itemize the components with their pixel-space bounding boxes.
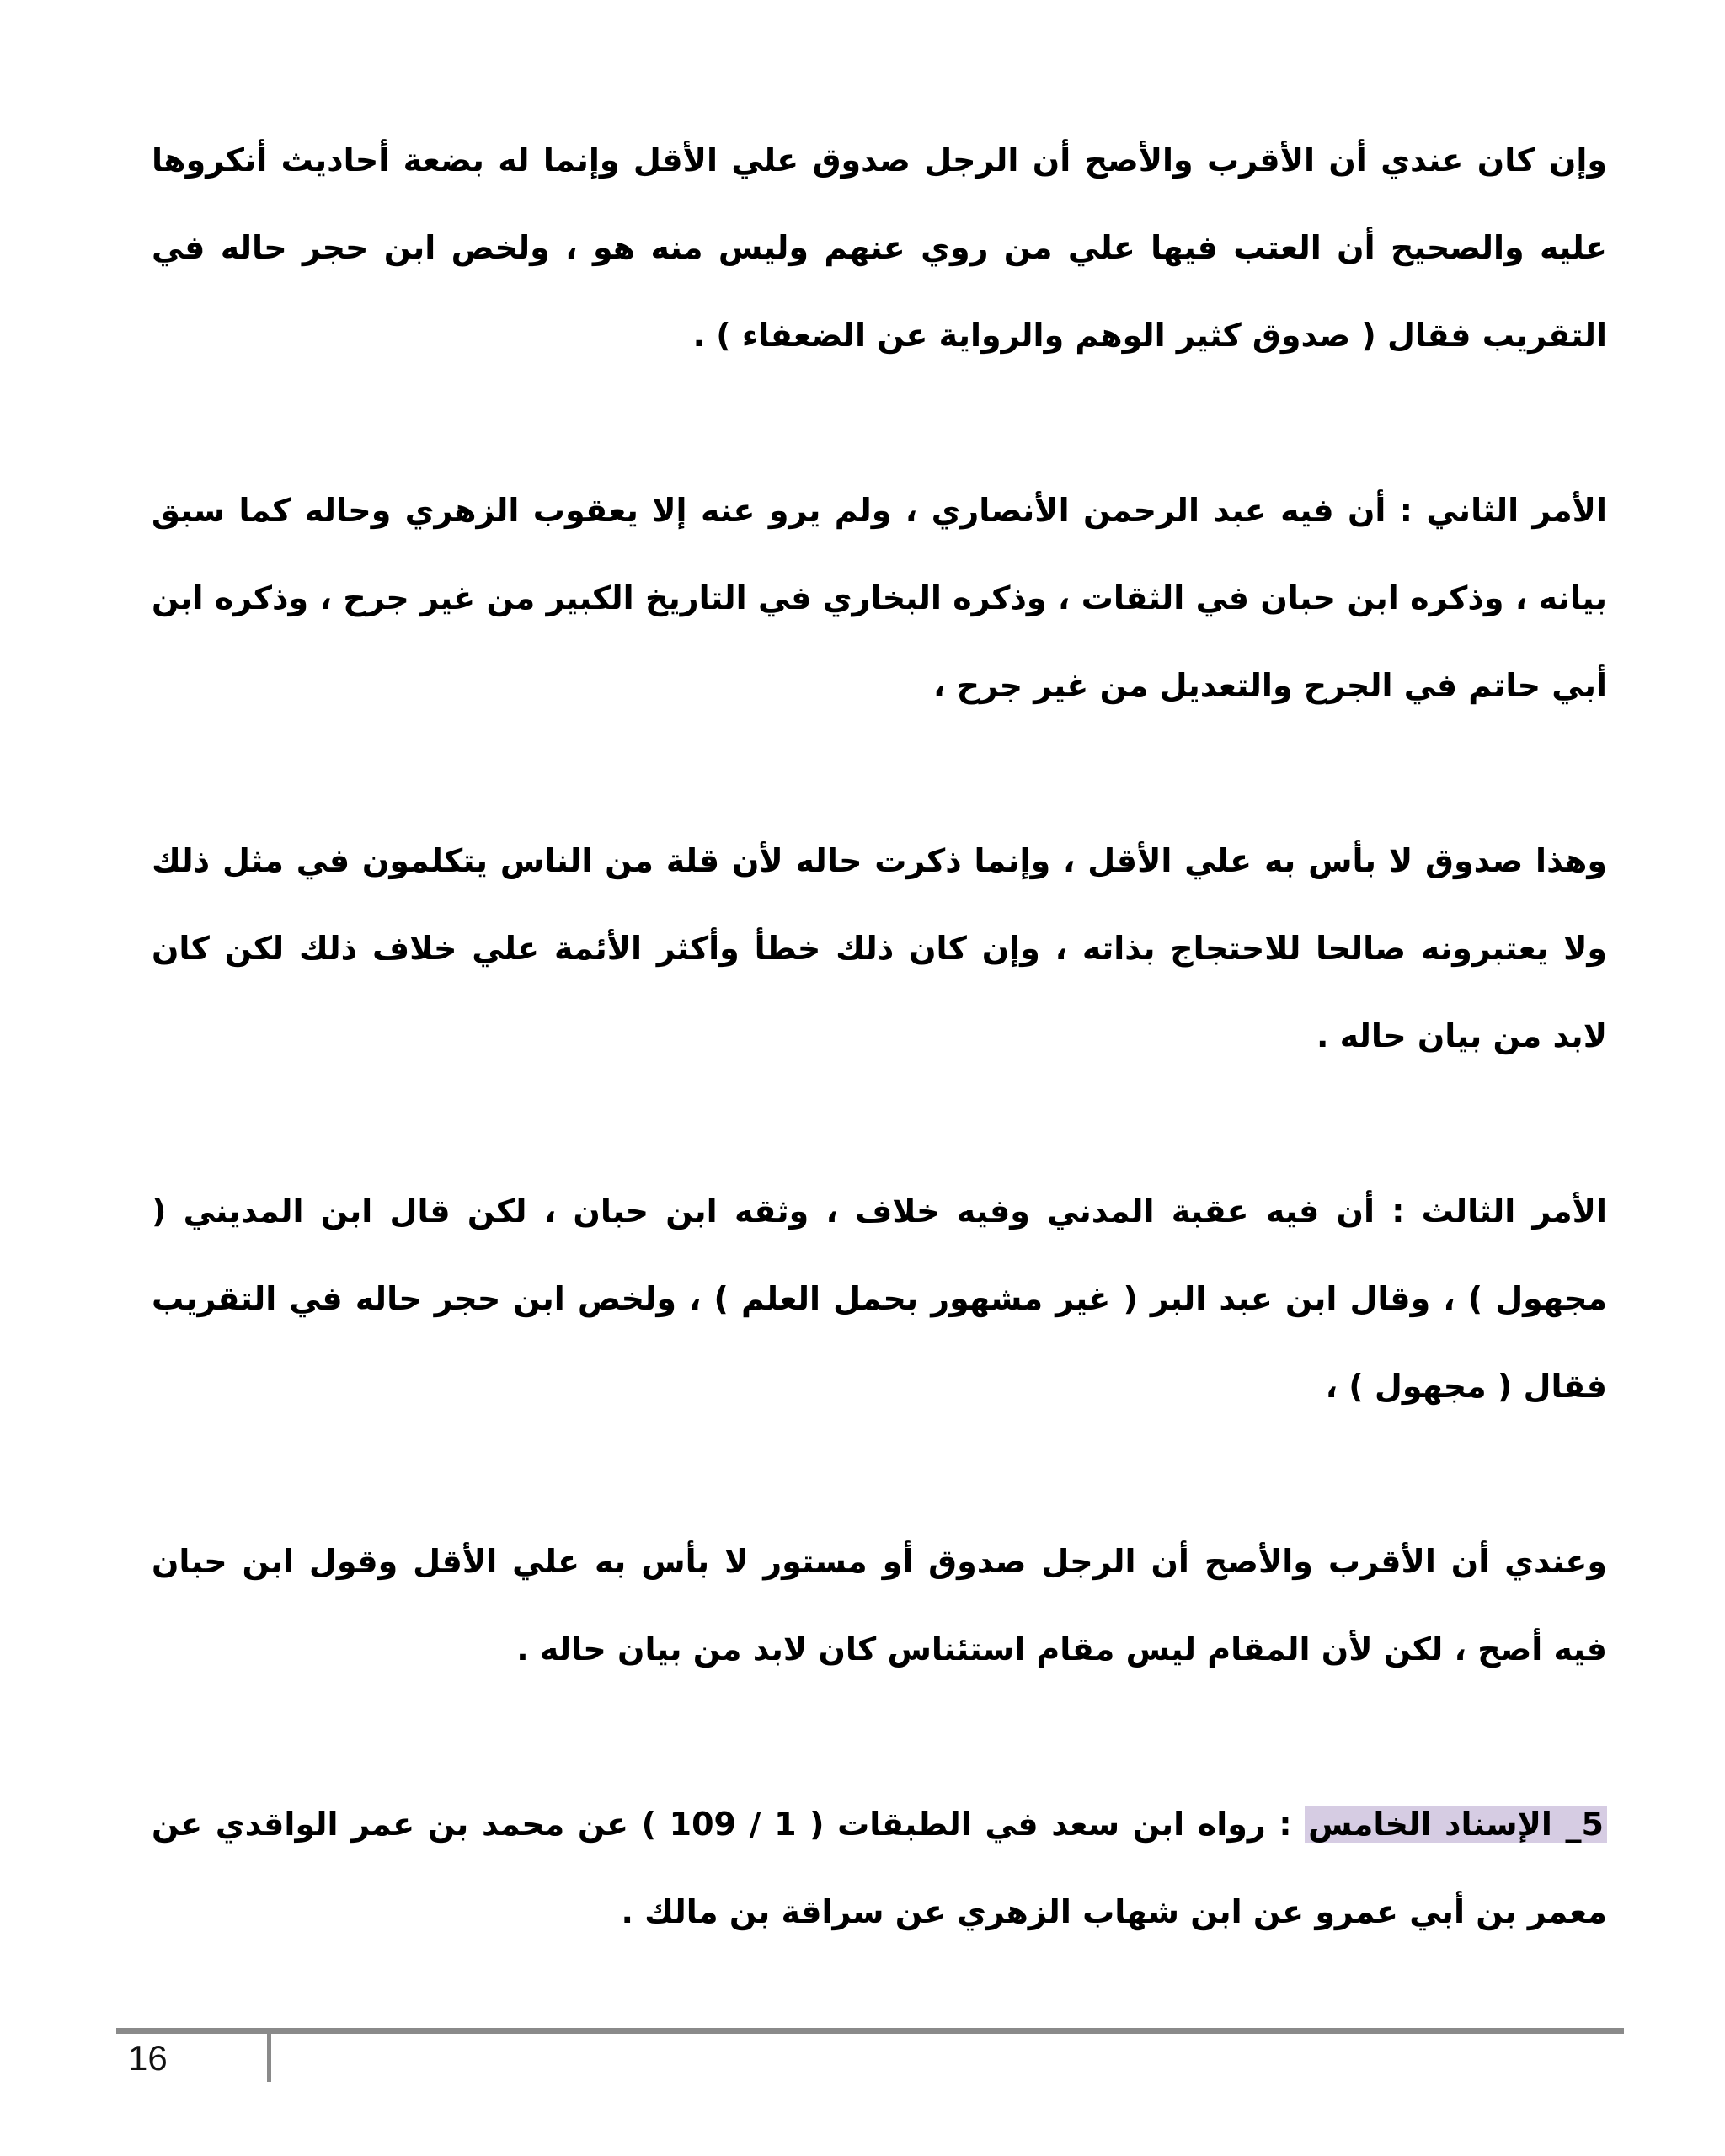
paragraph: وإن كان عندي أن الأقرب والأصح أن الرجل صدوق علي الأقل وإنما له بضعة أحاديث أنكروها عليه والصحيح أن العتب فيها علي من روي عنهم وليس منه هو ، ولخص ابن حجر حاله في التقريب فقال ( صدوق كثير الوهم والرواية عن الضعفاء ) . [152,141,1607,354]
footer-divider [267,2033,271,2082]
paragraph: الأمر الثاني : أن فيه عبد الرحمن الأنصاري ، ولم يرو عنه إلا يعقوب الزهري وحاله كما سبق بيانه ، وذكره ابن حبان في الثقات ، وذكره البخاري في التاريخ الكبير من غير جرح ، وذكره ابن أبي حاتم في الجرح والتعديل من غير جرح ، [152,492,1607,704]
footer-rule [116,2028,1624,2034]
paragraph [152,1780,1607,1956]
page-number: 16 [128,2038,168,2078]
document-body [152,116,1607,1956]
highlighted-heading: 5_ الإسناد الخامس [1305,1806,1607,1843]
paragraph: وهذا صدوق لا بأس به علي الأقل ، وإنما ذكرت حاله لأن قلة من الناس يتكلمون في مثل ذلك ولا يعتبرونه صالحا للاحتجاج بذاته ، وإن كان ذلك خطأ وأكثر الأئمة علي خلاف ذلك لكن كان لابد من بيان حاله . [152,842,1607,1054]
paragraph-text: : رواه ابن سعد في الطبقات ( 1 / 109 ) عن محمد بن عمر الواقدي عن معمر بن أبي عمرو عن ابن شهاب الزهري عن سراقة بن مالك . [152,1806,1607,1930]
paragraph: الأمر الثالث : أن فيه عقبة المدني وفيه خلاف ، وثقه ابن حبان ، لكن قال ابن المديني ( مجهول ) ، وقال ابن عبد البر ( غير مشهور بحمل العلم ) ، ولخص ابن حجر حاله في التقريب فقال ( مجهول ) ، [152,1193,1607,1405]
paragraph: وعندي أن الأقرب والأصح أن الرجل صدوق أو مستور لا بأس به علي الأقل وقول ابن حبان فيه أصح ، لكن لأن المقام ليس مقام استئناس كان لابد من بيان حاله . [152,1543,1607,1668]
